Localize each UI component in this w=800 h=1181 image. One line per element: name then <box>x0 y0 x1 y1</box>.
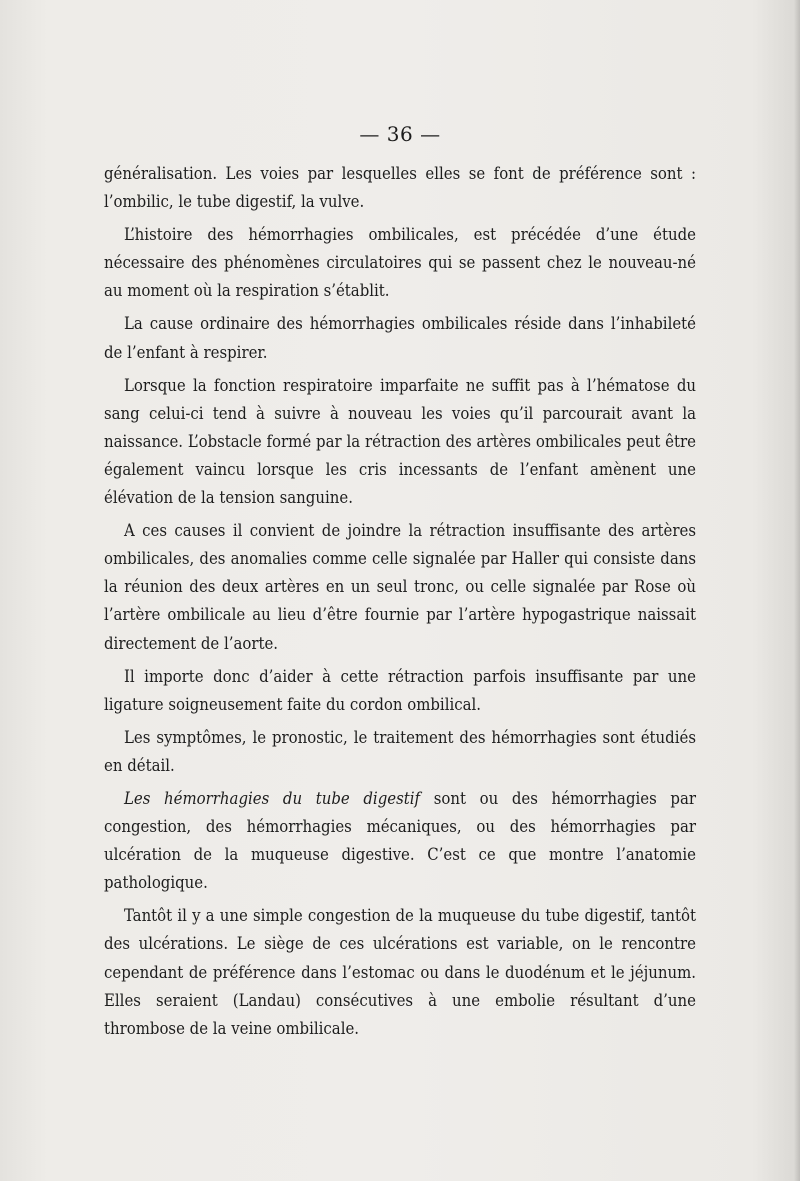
paragraph-umbilical-cause: La cause ordinaire des hémorrhagies ombilicales réside dans l’inhabileté de l’enfant à respirer. <box>104 314 696 362</box>
paragraph-ulcerations: Tantôt il y a une simple congestion de la muqueuse du tube digestif, tantôt des ulcérations. Le siège de ces ulcérations est variable, on le rencontre cependant de préférence dans l’estomac ou dans le duodénum et le jéjunum. Elles seraient (Landau) consécutives à une embolie résultant d’une thrombose de la veine ombilicale. <box>104 906 696 1038</box>
paragraph-symptoms: Les symptômes, le pronostic, le traitement des hémorrhagies sont étudiés en détail. <box>104 727 696 775</box>
page-number: — 36 — <box>359 122 441 146</box>
paragraph-respiratory-function: Lorsque la fonction respiratoire imparfaite ne suffit pas à l’hématose du sang celui-ci tend à suivre à nouveau les voies qu’il parcourait avant la naissance. L’obstacle formé par la rétraction des artères ombilicales peut être également vaincu lorsque les cris incessants de l’enfant amènent une élévation de la tension sanguine. <box>104 375 696 508</box>
paragraph-digestive-hemorrhages <box>104 785 696 897</box>
page-edge-shadow <box>794 0 800 1181</box>
paragraph-continuation: généralisation. Les voies par lesquelles elles se font de préférence sont : l’ombilic, le tube digestif, la vulve. <box>104 164 696 212</box>
paragraph-ligature: Il importe donc d’aider à cette rétraction parfois insuffisante par une ligature soigneusement faite du cordon ombilical. <box>104 666 696 714</box>
paragraph-umbilical-history: L’histoire des hémorrhagies ombilicales, est précédée d’une étude nécessaire des phénomènes circulatoires qui se passent chez le nouveau-né au moment où la respiration s’établit. <box>104 225 696 301</box>
italic-heading: Les hémorrhagies du tube digestif <box>124 788 421 808</box>
paragraph-digestive-text: sont ou des hémorrhagies par congestion, des hémorrhagies mécaniques, ou des hémorrhagies par ulcération de la muqueuse digestive. C’est ce que montre l’anatomie pathologique. <box>104 788 696 893</box>
paragraph-additional-causes: A ces causes il convient de joindre la rétraction insuffisante des artères ombilicales, des anomalies comme celle signalée par Haller qui consiste dans la réunion des deux artères en un seul tronc, ou celle signalée par Rose où l’artère ombilicale au lieu d’être fournie par l’artère hypogastrique naissait directement de l’aorte. <box>104 521 696 653</box>
body-text <box>104 160 696 1048</box>
